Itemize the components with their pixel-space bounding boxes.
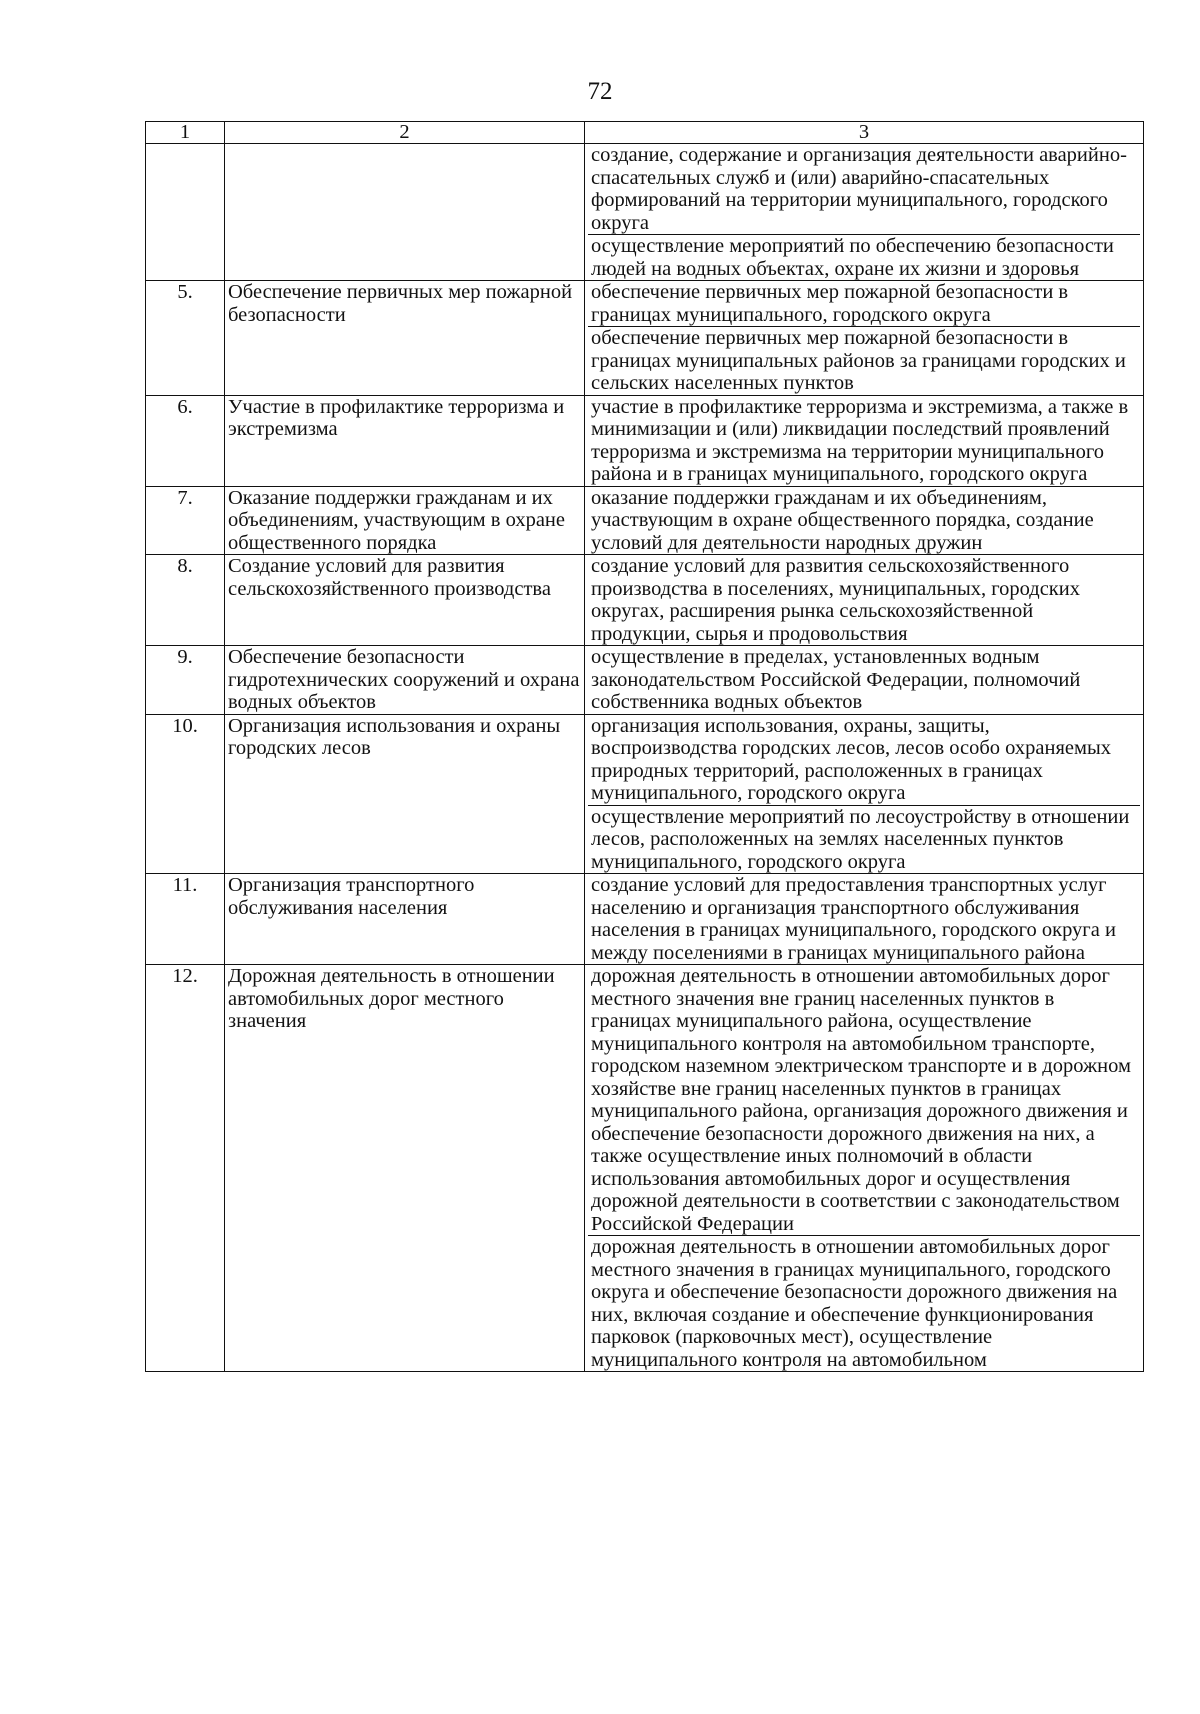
power-details xyxy=(585,646,1144,715)
row-number: 5. xyxy=(146,281,225,396)
power-title: Обеспечение первичных мер пожарной безопасности xyxy=(225,281,585,396)
table-row xyxy=(146,395,1144,486)
power-item: обеспечение первичных мер пожарной безопасности в границах муниципального, городского округа xyxy=(591,281,1069,326)
table-row xyxy=(146,555,1144,646)
row-number: 6. xyxy=(146,395,225,486)
power-details xyxy=(585,965,1144,1372)
power-item: осуществление мероприятий по лесоустройству в отношении лесов, расположенных на землях населенных пунктов муниципального, городского округа xyxy=(588,805,1140,874)
power-item: дорожная деятельность в отношении автомобильных дорог местного значения в границах муниципального, городского округа и обеспечение безопасности дорожного движения на них, включая создание и обеспечение функционирования парковок (парковочных мест), осуществление муниципального контроля на автомобильном xyxy=(588,1235,1140,1371)
row-number: 9. xyxy=(146,646,225,715)
power-title: Организация транспортного обслуживания населения xyxy=(225,874,585,965)
power-item: организация использования, охраны, защиты, воспроизводства городских лесов, лесов особо охраняемых природных территорий, расположенных в границах муниципального, городского округа xyxy=(591,714,1112,804)
row-number: 12. xyxy=(146,965,225,1372)
table-row xyxy=(146,486,1144,555)
power-item: создание условий для предоставления транспортных услуг населению и организация транспортного обслуживания населения в границах муниципального, городского округа и между поселениями в границах муниципального района xyxy=(591,874,1116,964)
column-header-2: 2 xyxy=(225,122,585,144)
table-row xyxy=(146,281,1144,396)
power-title: Участие в профилактике терроризма и экстремизма xyxy=(225,395,585,486)
power-item: осуществление в пределах, установленных водным законодательством Российской Федерации, полномочий собственника водных объектов xyxy=(591,646,1081,713)
power-details xyxy=(585,144,1144,281)
row-number xyxy=(146,144,225,281)
row-number: 7. xyxy=(146,486,225,555)
power-item: дорожная деятельность в отношении автомобильных дорог местного значения вне границ населенных пунктов в границах муниципального района, осуществление муниципального контроля на автомобильном транспорте, городском наземном электрическом транспорте и в дорожном хозяйстве вне границ населенных пунктов в границах муниципального района, организация дорожного движения и обеспечение безопасности дорожного движения на них, а также осуществление иных полномочий в области использования автомобильных дорог и осуществления дорожной деятельности в соответствии с законодательством Российской Федерации xyxy=(591,965,1131,1235)
power-title: Обеспечение безопасности гидротехнических сооружений и охрана водных объектов xyxy=(225,646,585,715)
powers-table xyxy=(145,121,1144,1372)
column-header-1: 1 xyxy=(146,122,225,144)
power-title: Создание условий для развития сельскохозяйственного производства xyxy=(225,555,585,646)
table-header-row xyxy=(146,122,1144,144)
power-title: Оказание поддержки гражданам и их объединениям, участвующим в охране общественного порядка xyxy=(225,486,585,555)
row-number: 8. xyxy=(146,555,225,646)
table-row xyxy=(146,714,1144,874)
power-title xyxy=(225,144,585,281)
power-item: осуществление мероприятий по обеспечению безопасности людей на водных объектах, охране их жизни и здоровья xyxy=(588,234,1140,280)
power-details xyxy=(585,874,1144,965)
row-number: 11. xyxy=(146,874,225,965)
power-title: Дорожная деятельность в отношении автомобильных дорог местного значения xyxy=(225,965,585,1372)
power-details xyxy=(585,486,1144,555)
table-row xyxy=(146,874,1144,965)
power-details xyxy=(585,281,1144,396)
power-item: оказание поддержки гражданам и их объединениям, участвующим в охране общественного порядка, создание условий для деятельности народных дружин xyxy=(591,486,1094,554)
page-number: 72 xyxy=(587,78,613,105)
power-item: обеспечение первичных мер пожарной безопасности в границах муниципальных районов за границами городских и сельских населенных пунктов xyxy=(588,326,1140,395)
power-details xyxy=(585,395,1144,486)
power-item: создание, содержание и организация деятельности аварийно-спасательных служб и (или) аварийно-спасательных формирований на территории муниципального, городского округа xyxy=(591,144,1127,234)
power-item: создание условий для развития сельскохозяйственного производства в поселениях, муниципальных, городских округах, расширения рынка сельскохозяйственной продукции, сырья и продовольствия xyxy=(591,555,1080,645)
table-row xyxy=(146,646,1144,715)
column-header-3: 3 xyxy=(585,122,1144,144)
row-number: 10. xyxy=(146,714,225,874)
power-title: Организация использования и охраны городских лесов xyxy=(225,714,585,874)
table-row xyxy=(146,144,1144,281)
power-item: участие в профилактике терроризма и экстремизма, а также в минимизации и (или) ликвидации последствий проявлений терроризма и экстремизма на территории муниципального района и в границах муниципального, городского округа xyxy=(591,395,1129,485)
power-details xyxy=(585,555,1144,646)
power-details xyxy=(585,714,1144,874)
table-row xyxy=(146,965,1144,1372)
